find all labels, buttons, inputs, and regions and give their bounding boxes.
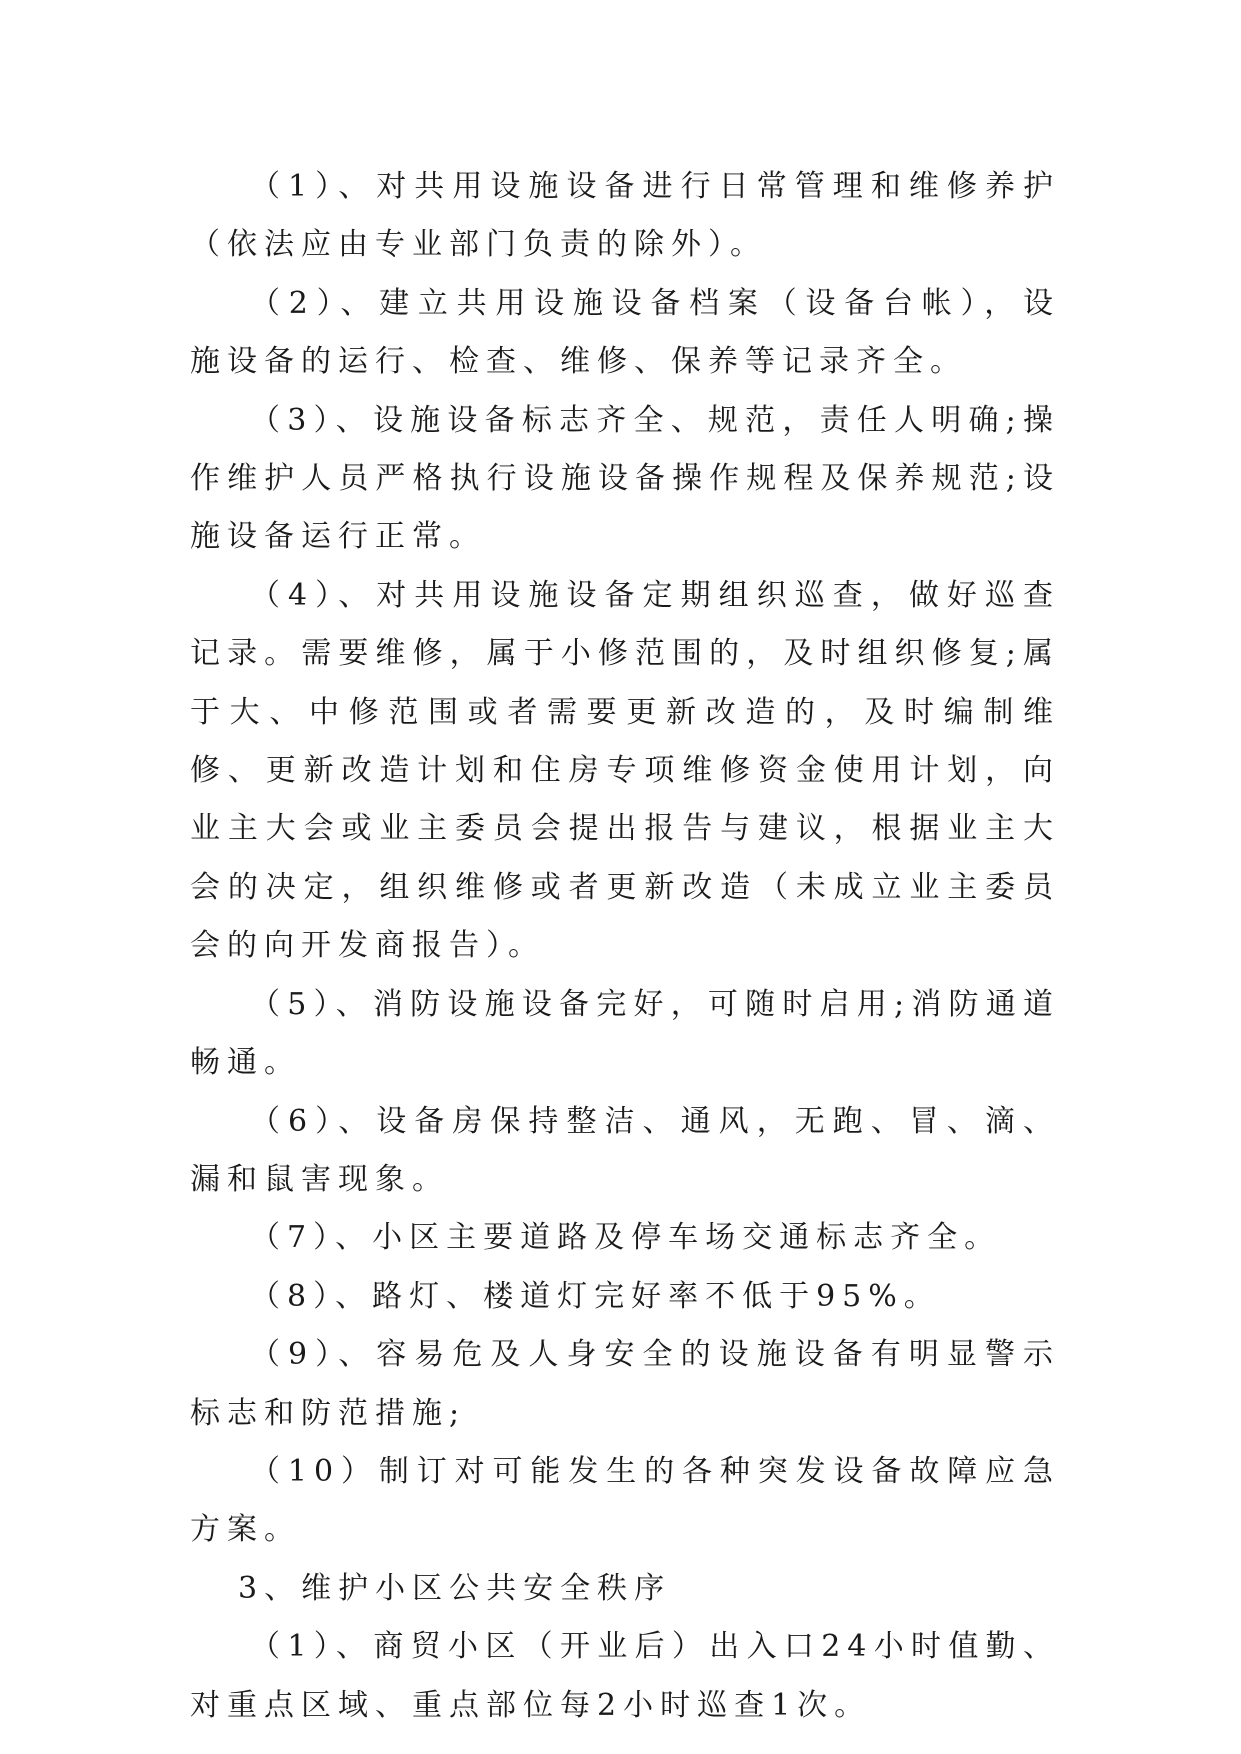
paragraph-1: （1）、对共用设施设备进行日常管理和维修养护（依法应由专业部门负责的除外）。 — [190, 169, 1060, 263]
paragraph-2: （2）、建立共用设施设备档案（设备台帐），设施设备的运行、检查、维修、保养等记录齐全。 — [190, 285, 1060, 380]
paragraph-8: （8）、路灯、楼道灯完好率不低于95%。 — [250, 1278, 941, 1314]
paragraph-9: （9）、容易危及人身安全的设施设备有明显警示标志和防范措施; — [190, 1337, 1060, 1431]
paragraph-10: （10）制订对可能发生的各种突发设备故障应急方案。 — [190, 1453, 1060, 1548]
paragraph-5: （5）、消防设施设备完好，可随时启用;消防通道畅通。 — [190, 986, 1060, 1081]
paragraph-4: （4）、对共用设施设备定期组织巡查，做好巡查记录。需要维修，属于小修范围的，及时组织修复;属于大、中修范围或者需要更新改造的，及时编制维修、更新改造计划和住房专项维修资金使用计划，向业主大会或业主委员会提出报告与建议，根据业主大会的决定，组织维修或者更新改造（未成立业主委员会的向开发商报告）。 — [190, 577, 1060, 964]
document-body — [190, 158, 1060, 1735]
paragraph-7: （7）、小区主要道路及停车场交通标志齐全。 — [250, 1220, 1002, 1256]
paragraph-6: （6）、设备房保持整洁、通风，无跑、冒、滴、漏和鼠害现象。 — [190, 1103, 1060, 1197]
section-heading: 3、维护小区公共安全秩序 — [238, 1570, 672, 1606]
paragraph-12: （1）、商贸小区（开业后）出入口24小时值勤、对重点区域、重点部位每2小时巡查1次。 — [190, 1629, 1060, 1723]
paragraph-3: （3）、设施设备标志齐全、规范，责任人明确;操作维护人员严格执行设施设备操作规程及保养规范;设施设备运行正常。 — [190, 402, 1060, 555]
